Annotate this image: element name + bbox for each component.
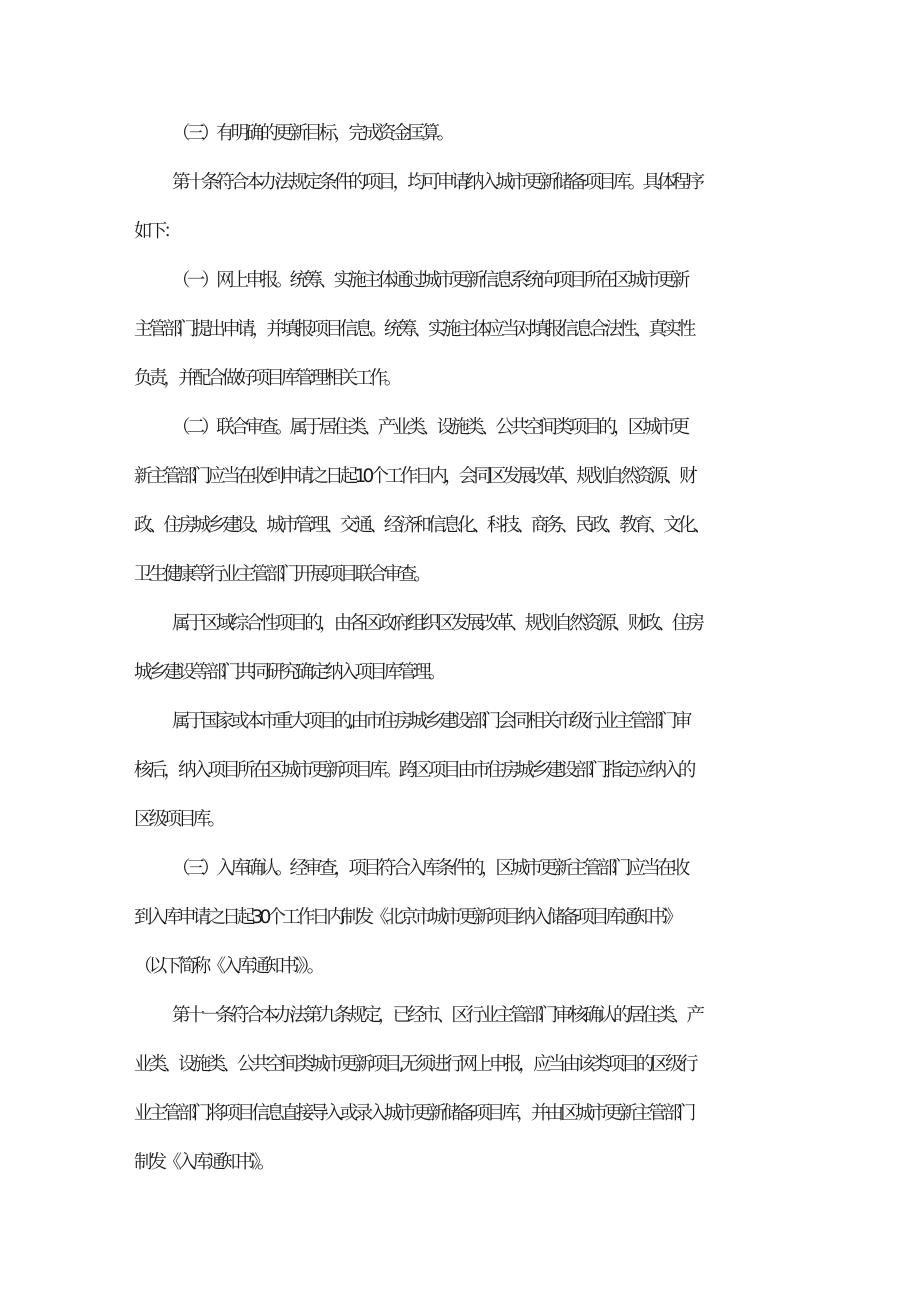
paragraph-line: （二）联合审查。属于居住类、产业类、设施类、公共空间类项目的，区城市更 [172,417,687,438]
paragraph-line: 第十一条符合本办法第九条规定，已经市、区行业主管部门审核确认的居住类、产 [172,1005,702,1026]
paragraph-line: （一）网上申报。统筹、实施主体通过城市更新信息系统向项目所在区城市更新 [172,270,687,291]
paragraph-line: 区级项目库。 [134,809,223,830]
paragraph-line: 业类、设施类、公共空间类城市更新项目,无须进行网上申报，应当由该类项目的区级行 [134,1054,695,1075]
paragraph-line: 城乡建设等部门共同研究确定纳入项目库管理。 [134,662,443,683]
paragraph-line: 制发《入库通知书》。 [134,1152,272,1173]
paragraph-line: 第十条符合本办法规定条件的项目，均可申请纳入城市更新储备项目库。具体程序 [172,172,702,193]
paragraph-line: 如下： [134,221,179,242]
paragraph-line: （三）有明确的更新目标，完成资金匡算。 [172,123,452,144]
paragraph-line: 主管部门提出申请，并填报项目信息。统筹、实施主体应当对填报信息合法性、真实性 [134,319,693,340]
paragraph-line: 属于国家或本市重大项目的,由市住房城乡建设部门会同相关市级行业主管部门审 [172,711,689,732]
paragraph-line: （以下简称《入库通知书》）。 [134,956,322,977]
paragraph-line: 新主管部门应当在收到申请之日起10个工作日内，会同区发展改革、规划自然资源、财 [134,466,694,487]
paragraph-line: （三）入库确认。经审查，项目符合入库条件的，区城市更新主管部门应当在收 [172,858,687,879]
paragraph-line: 政、住房城乡建设、城市管理、交通、经济和信息化、科技、商务、民政、教育、文化、 [134,515,708,536]
paragraph-line: 业主管部门将项目信息直接导入或录入城市更新储备项目库，并由区城市更新主管部门 [134,1103,693,1124]
paragraph-line: 属于区域综合性项目的，由各区政府组织区发展改革、规划自然资源、财政、住房 [172,613,702,634]
paragraph-line: 核后，纳入项目所在区城市更新项目库。跨区项目由市住房城乡建设部门指定应纳入的 [134,760,693,781]
paragraph-line: 负责，并配合做好项目库管理相关工作。 [134,368,399,389]
paragraph-line: 到入库申请之日起30个工作日内制发《北京市城市更新项目纳入储备项目库通知书》 [134,907,680,928]
paragraph-line: 卫生健康等行业主管部门开展项目联合审查。 [134,564,429,585]
